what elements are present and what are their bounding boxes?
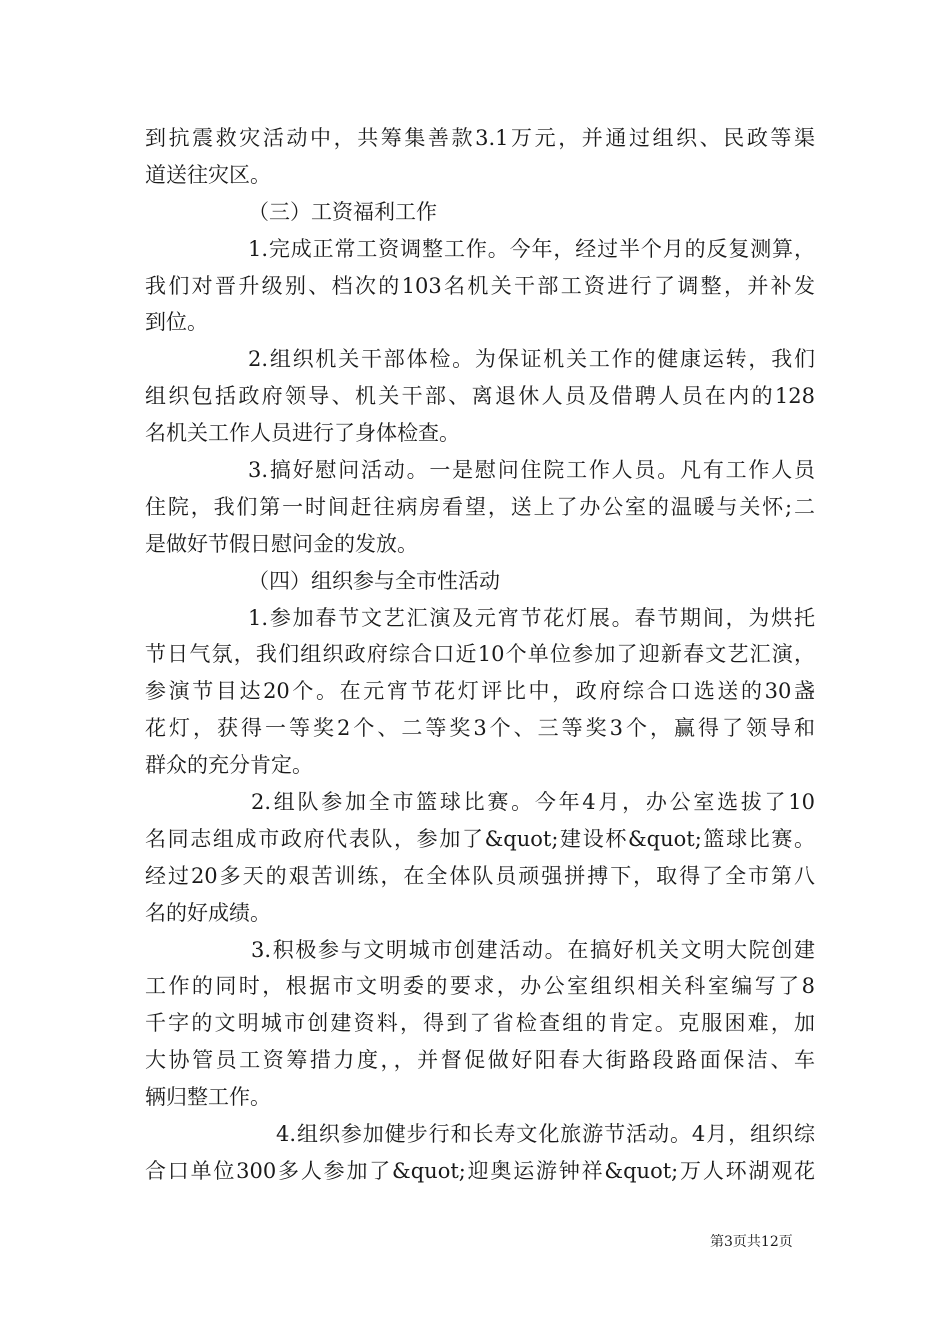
text-line: 住院，我们第一时间赶往病房看望，送上了办公室的温暖与关怀;二	[145, 494, 815, 519]
text-line: 到抗震救灾活动中，共筹集善款3.1万元，并通过组织、民政等渠	[145, 126, 815, 150]
text-line: 道送往灾区。	[145, 162, 271, 187]
text-line: 大协管员工资筹措力度，，并督促做好阳春大街路段路面保洁、车	[145, 1048, 815, 1073]
text-line: 2.组队参加全市篮球比赛。今年4月，办公室选拔了10	[251, 790, 815, 815]
text-line: 4.组织参加健步行和长寿文化旅游节活动。4月，组织综	[276, 1122, 815, 1147]
text-line: 合口单位300多人参加了&quot;迎奥运游钟祥&quot;万人环湖观花	[145, 1158, 815, 1183]
text-line: 组织包括政府领导、机关干部、离退休人员及借聘人员在内的128	[145, 384, 815, 409]
section-heading: （三）工资福利工作	[248, 199, 437, 224]
text-line: 经过20多天的艰苦训练，在全体队员顽强拼搏下，取得了全市第八	[145, 863, 815, 888]
text-line: 是做好节假日慰问金的发放。	[145, 531, 418, 556]
text-line: 我们对晋升级别、档次的103名机关干部工资进行了调整，并补发	[145, 273, 815, 298]
text-line: 千字的文明城市创建资料，得到了省检查组的肯定。克服困难，加	[145, 1011, 815, 1036]
text-line: 花灯，获得一等奖2个、二等奖3个、三等奖3个，赢得了领导和	[145, 716, 815, 741]
document-body	[145, 120, 815, 1190]
text-line: 工作的同时，根据市文明委的要求，办公室组织相关科室编写了8	[145, 974, 815, 999]
text-line: 2.组织机关干部体检。为保证机关工作的健康运转，我们	[248, 347, 815, 372]
text-line: 到位。	[145, 310, 208, 335]
text-line: 名机关工作人员进行了身体检查。	[145, 421, 460, 446]
text-line: 辆归整工作。	[145, 1085, 271, 1110]
text-line: 名的好成绩。	[145, 900, 271, 925]
page-number-footer: 第3页共12页	[710, 1234, 793, 1250]
text-line: 参演节目达20个。在元宵节花灯评比中，政府综合口选送的30盏	[145, 679, 815, 704]
text-line: 名同志组成市政府代表队，参加了&quot;建设杯&quot;篮球比赛。	[145, 826, 815, 851]
text-line: 3.积极参与文明城市创建活动。在搞好机关文明大院创建	[251, 937, 815, 962]
section-heading: （四）组织参与全市性活动	[248, 568, 500, 593]
text-line: 3.搞好慰问活动。一是慰问住院工作人员。凡有工作人员	[248, 458, 815, 483]
text-line: 1.参加春节文艺汇演及元宵节花灯展。春节期间，为烘托	[248, 605, 815, 630]
text-line: 节日气氛，我们组织政府综合口近10个单位参加了迎新春文艺汇演，	[145, 642, 815, 667]
text-line: 1.完成正常工资调整工作。今年，经过半个月的反复测算，	[248, 236, 815, 261]
text-line: 群众的充分肯定。	[145, 753, 313, 778]
